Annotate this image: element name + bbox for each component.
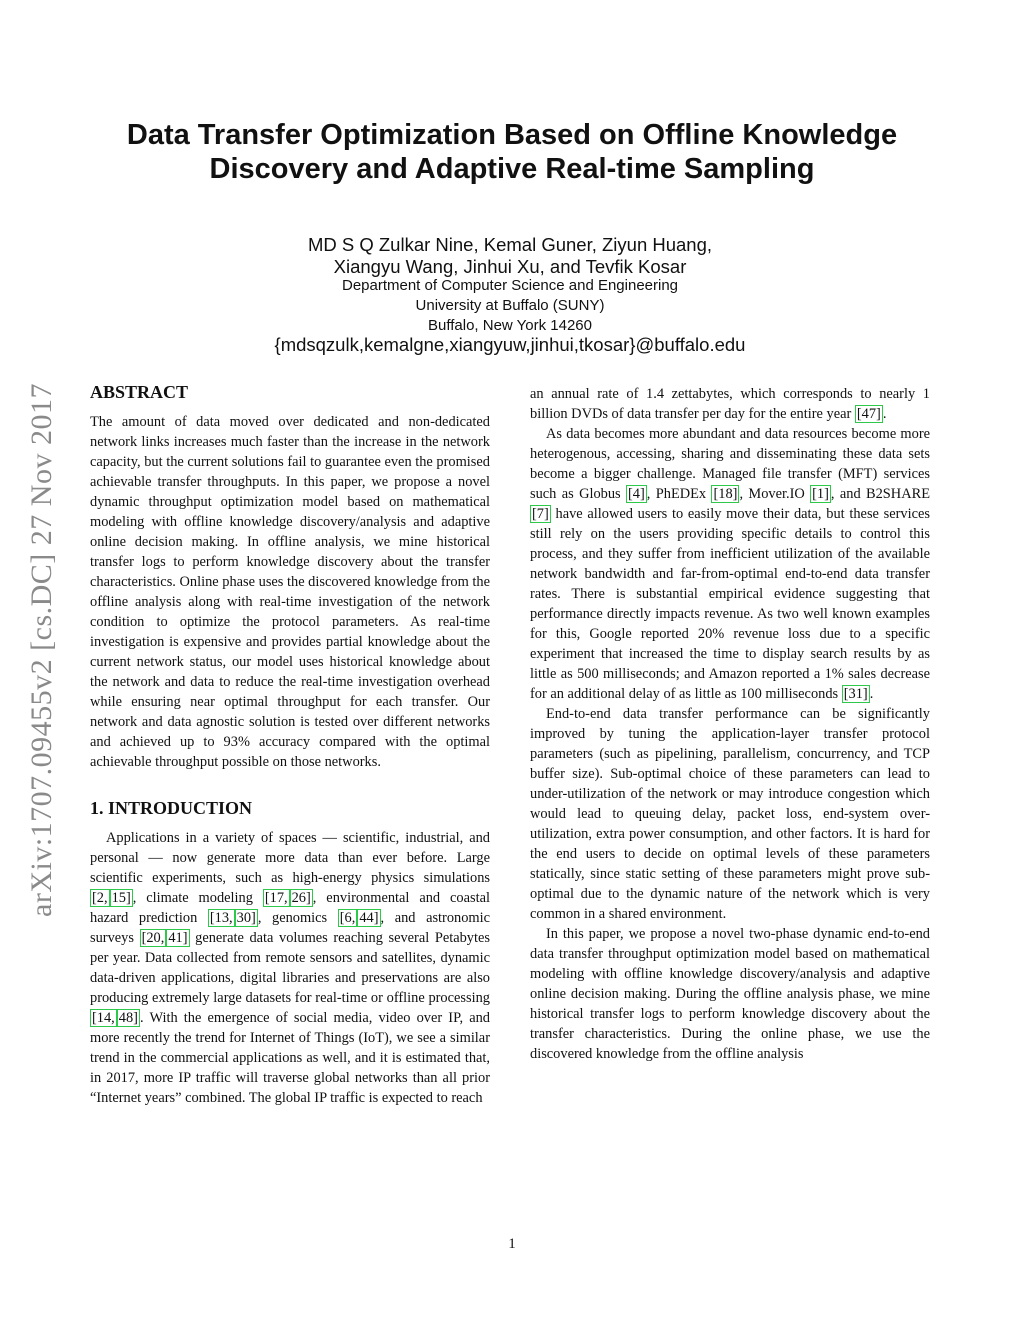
paper-title xyxy=(60,118,964,186)
citation-link[interactable]: 41] xyxy=(168,930,188,946)
text-run: , and B2SHARE xyxy=(830,486,930,502)
text-run: , genomics xyxy=(257,910,338,926)
citation-link[interactable]: [18] xyxy=(713,486,738,502)
citation-link[interactable]: [13, xyxy=(209,910,233,926)
authors-line-1: MD S Q Zulkar Nine, Kemal Guner, Ziyun Huang, xyxy=(307,234,713,255)
text-run: an annual rate of 1.4 zettabytes, which corresponds to nearly 1 billion DVDs of data transfer per day for the entire year xyxy=(530,386,930,422)
introduction-heading: 1. INTRODUCTION xyxy=(90,798,253,818)
text-run: , climate modeling xyxy=(132,890,263,906)
authors-line-2: Xiangyu Wang, Jinhui Xu, and Tevfik Kosar xyxy=(333,256,687,277)
text-run: . xyxy=(882,406,887,422)
page-number: 1 xyxy=(508,1236,516,1252)
citation-link[interactable]: 44] xyxy=(359,910,379,926)
citation-link[interactable]: [4] xyxy=(628,486,645,502)
intro-paragraph-2 xyxy=(530,424,930,704)
citation-link[interactable]: [2, xyxy=(92,890,108,906)
intro-paragraph-1 xyxy=(90,828,490,1108)
text-run: generate data volumes reaching several Petabytes per year. Data collected from remote sensors and satellites, dynamic data-driven applications, digital libraries and preservations are also producing extremely large datasets for real-time or offline processing xyxy=(90,930,490,1006)
arxiv-sidebar xyxy=(22,340,62,960)
text-run: , PhEDEx xyxy=(646,486,712,502)
text-run: have allowed users to easily move their data, but these services still rely on the users providing specific details to control this process, and they suffer from inefficient utilization of the available network bandwidth and far-from-optimal end-to-end data transfer rates. There is substantial empirical evidence suggesting that performance directly impacts revenue. As two well known examples for this, Google reported 20% revenue loss due to a specific experiment that increased the time to display search results by as little as 500 milliseconds; and Amazon reported a 1% sales decrease for an additional delay of as little as 100 milliseconds xyxy=(530,506,930,702)
citation-link[interactable]: 26] xyxy=(291,890,311,906)
title-line-2: Discovery and Adaptive Real-time Sampling xyxy=(209,153,815,185)
right-column xyxy=(530,384,930,1064)
text-run: As data becomes more abundant and data resources become more heterogenous, accessing, sharing and disseminating these data sets become a bigger challenge. Managed file transfer (MFT) services such as Globus xyxy=(530,426,930,502)
citation-link[interactable]: [31] xyxy=(843,686,868,702)
text-run: , Mover.IO xyxy=(739,486,811,502)
author-emails: {mdsqzulk,kemalgne,xiangyuw,jinhui,tkosar}@buffalo.edu xyxy=(274,334,746,355)
citation-link[interactable]: 30] xyxy=(236,910,256,926)
affiliation xyxy=(160,276,860,336)
citation-link[interactable]: [6, xyxy=(339,910,356,926)
citation-link[interactable]: 48] xyxy=(118,1010,138,1026)
text-run: . With the emergence of social media, video over IP, and more recently the trend for Internet of Things (IoT), we see a similar trend in the commercial applications as well, and it is estimated that, in 2017, more IP traffic will traverse global networks than all prior “Internet years” combined. The global IP traffic is expected to reach xyxy=(90,1010,490,1106)
citation-link[interactable]: 15] xyxy=(111,890,131,906)
text-run: . xyxy=(869,686,874,702)
citation-link[interactable]: [7] xyxy=(532,506,549,522)
author-list xyxy=(160,234,860,278)
citation-link[interactable]: [14, xyxy=(92,1010,115,1026)
abstract-heading: ABSTRACT xyxy=(90,382,189,402)
arxiv-identifier: arXiv:1707.09455v2 [cs.DC] 27 Nov 2017 xyxy=(25,383,58,917)
affiliation-university: University at Buffalo (SUNY) xyxy=(415,297,605,314)
citation-link[interactable]: [20, xyxy=(141,930,165,946)
affiliation-department: Department of Computer Science and Engineering xyxy=(341,277,679,294)
text-run: Applications in a variety of spaces — scientific, industrial, and personal — now generate more data than ever before. Large scientific experiments, such as high-energy physics simulations xyxy=(90,830,490,886)
citation-link[interactable]: [17, xyxy=(264,890,288,906)
intro-paragraph-4: In this paper, we propose a novel two-phase dynamic end-to-end data transfer throughput optimization model based on mathematical modeling with offline knowledge discovery/analysis and adaptive online decision making. During the offline analysis phase, we mine historical transfer logs to perform knowledge discovery about the transfer characteristics. During the online phase, we use the discovered knowledge from the offline analysis xyxy=(530,926,930,1062)
intro-paragraph-3: End-to-end data transfer performance can be significantly improved by tuning the application-layer transfer protocol parameters (such as pipelining, parallelism, concurrency, and TCP buffer size). Sub-optimal choice of these parameters can lead to under-utilization of the network or may introduce congestion which would lead to queuing delay, packet loss, end-system over-utilization, extra power consumption, and other factors. It is hard for the end users to decide on optimal levels of these parameters statically, since static setting of these parameters might prove sub-optimal due to the dynamic nature of the network which is very common in a shared environment. xyxy=(530,706,930,922)
citation-link[interactable]: [47] xyxy=(856,406,881,422)
intro-paragraph-continued xyxy=(530,384,930,424)
title-line-1: Data Transfer Optimization Based on Offline Knowledge xyxy=(126,119,898,151)
left-column xyxy=(90,380,490,1108)
text-run: , and astronomic surveys xyxy=(90,910,491,946)
text-run: , environmental and coastal hazard prediction xyxy=(90,890,490,926)
abstract-text: The amount of data moved over dedicated and non-dedicated network links increases much faster than the increase in the network capacity, but the current solutions fail to guarantee even the promised achievable transfer throughputs. In this paper, we propose a novel dynamic throughput optimization model based on mathematical modeling with offline knowledge discovery/analysis and adaptive online decision making. In offline analysis, we mine historical transfer logs to perform knowledge discovery about the transfer characteristics. Online phase uses the discovered knowledge from the offline analysis along with real-time investigation of the network condition to optimize the protocol parameters. As real-time investigation is expensive and provides partial knowledge about the current network status, our model uses historical knowledge about the network and data to reduce the real-time investigation overhead while ensuring near optimal throughput for each transfer. Our network and data agnostic solution is tested over different networks and achieved up to 93% accuracy compared with the optimal achievable throughput possible on those networks. xyxy=(90,414,491,770)
affiliation-city: Buffalo, New York 14260 xyxy=(427,317,592,334)
citation-link[interactable]: [1] xyxy=(812,486,829,502)
